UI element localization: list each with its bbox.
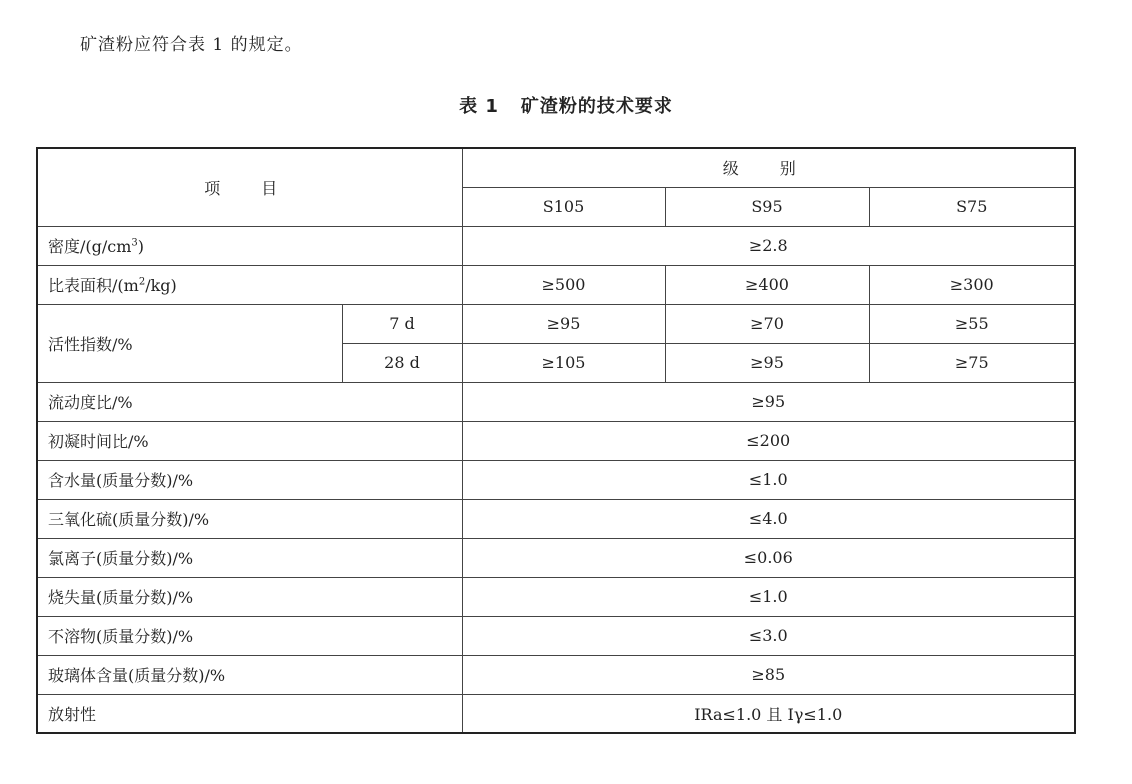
surface-s95: ≥400 xyxy=(665,265,869,304)
table-caption xyxy=(0,92,1132,118)
activity-7d-s105: ≥95 xyxy=(462,304,665,343)
glass-label: 玻璃体含量(质量分数)/% xyxy=(37,655,462,694)
insoluble-value: ≤3.0 xyxy=(462,616,1075,655)
surface-label: 比表面积$/(m^2/kg)$ xyxy=(37,265,462,304)
activity-7d-s95: ≥70 xyxy=(665,304,869,343)
activity-28d-age: 28 d xyxy=(342,343,462,382)
radioactivity-value: IRa≤1.0 且 Iγ≤1.0 xyxy=(462,694,1075,733)
intro-text: 矿渣粉应符合表 1 的规定。 xyxy=(80,35,303,55)
table-row xyxy=(37,694,1075,733)
loi-value: ≤1.0 xyxy=(462,577,1075,616)
loi-label: 烧失量(质量分数)/% xyxy=(37,577,462,616)
table-row xyxy=(37,460,1075,499)
table-row xyxy=(37,226,1075,265)
moisture-label: 含水量(质量分数)/% xyxy=(37,460,462,499)
header-row xyxy=(37,148,1075,187)
activity-7d-s75: ≥55 xyxy=(869,304,1075,343)
glass-value: ≥85 xyxy=(462,655,1075,694)
activity-28d-s75: ≥75 xyxy=(869,343,1075,382)
insoluble-label: 不溶物(质量分数)/% xyxy=(37,616,462,655)
surface-s105: ≥500 xyxy=(462,265,665,304)
chloride-value: ≤0.06 xyxy=(462,538,1075,577)
fluidity-label: 流动度比/% xyxy=(37,382,462,421)
setting-label: 初凝时间比/% xyxy=(37,421,462,460)
activity-28d-s95: ≥95 xyxy=(665,343,869,382)
grade-s95: S95 xyxy=(665,187,869,226)
so3-value: ≤4.0 xyxy=(462,499,1075,538)
so3-label: 三氧化硫(质量分数)/% xyxy=(37,499,462,538)
table-row xyxy=(37,538,1075,577)
slag-powder-requirements-table xyxy=(36,147,1076,734)
grade-s105: S105 xyxy=(462,187,665,226)
activity-7d-age: 7 d xyxy=(342,304,462,343)
surface-s75: ≥300 xyxy=(869,265,1075,304)
table-number: 表 1 xyxy=(459,96,499,117)
table-row xyxy=(37,577,1075,616)
table-row xyxy=(37,655,1075,694)
table-row xyxy=(37,421,1075,460)
header-grade: 级 别 xyxy=(462,148,1075,187)
table-row xyxy=(37,616,1075,655)
fluidity-value: ≥95 xyxy=(462,382,1075,421)
activity-28d-s105: ≥105 xyxy=(462,343,665,382)
activity-label: 活性指数/% xyxy=(37,304,342,382)
setting-value: ≤200 xyxy=(462,421,1075,460)
table-row xyxy=(37,304,1075,343)
density-label: 密度$/(g/cm^3)$ xyxy=(37,226,462,265)
table-row xyxy=(37,382,1075,421)
table-title: 矿渣粉的技术要求 xyxy=(520,96,673,117)
density-value: ≥2.8 xyxy=(462,226,1075,265)
chloride-label: 氯离子(质量分数)/% xyxy=(37,538,462,577)
moisture-value: ≤1.0 xyxy=(462,460,1075,499)
table-row xyxy=(37,265,1075,304)
header-item: 项 目 xyxy=(37,148,462,226)
grade-s75: S75 xyxy=(869,187,1075,226)
table-row xyxy=(37,499,1075,538)
radioactivity-label: 放射性 xyxy=(37,694,462,733)
